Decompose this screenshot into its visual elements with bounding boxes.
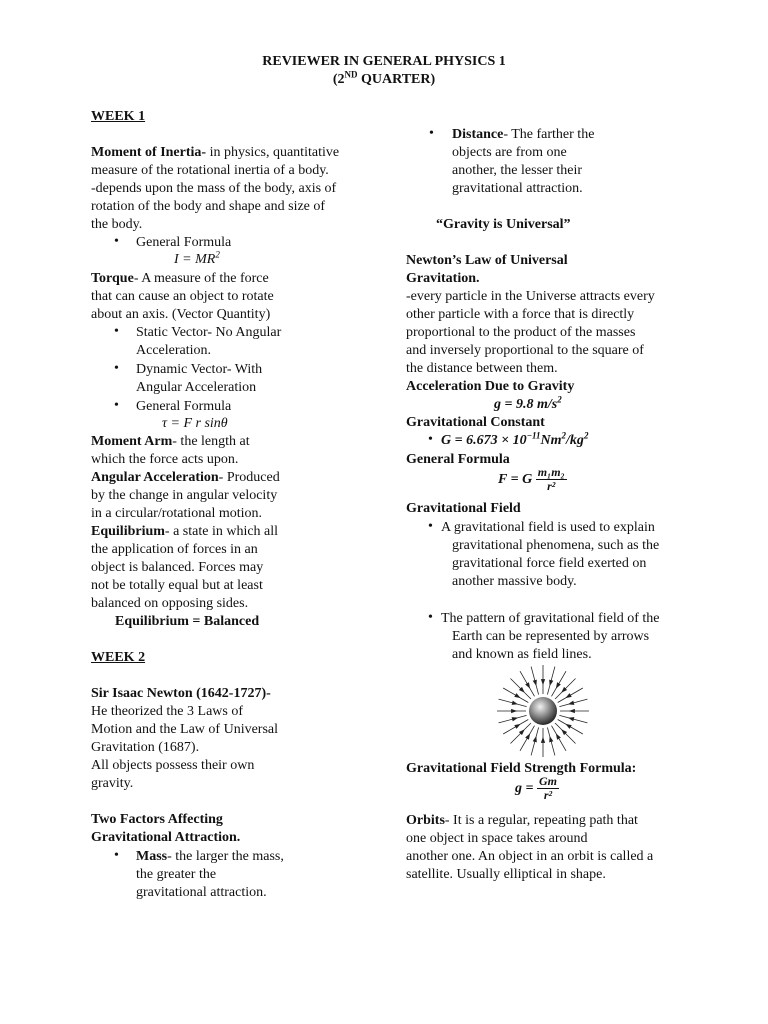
general-formula-label: General Formula — [136, 399, 232, 414]
text-line: proportional to the product of the masses — [406, 325, 636, 340]
text-line: Motion and the Law of Universal — [91, 722, 279, 737]
text-line: not be totally equal but at least — [91, 578, 263, 593]
field-arrow-icon — [533, 737, 536, 742]
text-line: another, the lesser their — [452, 163, 583, 178]
newton-formula: F = G $\frac{\text{m₁m₂}}{\text{r²}}$ — [498, 465, 565, 494]
equilibrium-line: Equilibrium- a state in which all — [91, 524, 279, 539]
field-arrow-icon — [557, 683, 561, 688]
text-line: gravitational attraction. — [136, 885, 267, 900]
text-line: He theorized the 3 Laws of — [91, 704, 243, 719]
text-line: All objects possess their own — [91, 758, 255, 773]
newton-heading: Sir Isaac Newton (1642-1727)- — [91, 686, 271, 701]
field-arrow-icon — [541, 738, 544, 743]
field-arrow-icon — [512, 701, 517, 704]
angular-acceleration-line: Angular Acceleration- Produced — [91, 470, 280, 485]
acceleration-formula: g = 9.8 $m/s^2$ — [494, 394, 562, 412]
field-arrow-icon — [557, 734, 561, 739]
bullet-icon: • — [114, 848, 119, 863]
text-line: Earth can be represented by arrows — [452, 629, 650, 644]
bullet-icon: • — [428, 610, 433, 625]
factors-heading: Two Factors Affecting — [91, 812, 223, 827]
bullet-icon: • — [114, 361, 119, 376]
bullet-icon: • — [114, 234, 119, 249]
text-line: -depends upon the mass of the body, axis of — [91, 181, 337, 196]
bullet-icon: • — [114, 324, 119, 339]
text-line: by the change in angular velocity — [91, 488, 278, 503]
text-line: object is balanced. Forces may — [91, 560, 264, 575]
text-line: -every particle in the Universe attracts every — [406, 289, 655, 304]
text-line: and inversely proportional to the square of — [406, 343, 644, 358]
text-line: satellite. Usually elliptical in shape. — [406, 867, 606, 882]
gravity-quote: “Gravity is Universal” — [436, 217, 571, 232]
text-line: gravity. — [91, 776, 134, 791]
earth-globe — [529, 697, 557, 725]
text-line: another massive body. — [452, 574, 577, 589]
orbits-line: Orbits- It is a regular, repeating path that — [406, 813, 638, 828]
text-line: one object in space takes around — [406, 831, 588, 846]
earth-field-lines-figure — [488, 663, 598, 759]
formula-numerator: Gm — [538, 774, 557, 789]
field-arrow-icon — [569, 718, 574, 721]
field-arrow-icon — [533, 680, 536, 685]
text-line: measure of the rotational inertia of a body. — [91, 163, 329, 178]
field-arrow-icon — [569, 701, 574, 704]
general-formula-heading: General Formula — [406, 452, 510, 467]
inertia-formula: $I = MR^2$ — [174, 249, 220, 267]
text-line: rotation of the body and shape and size of — [91, 199, 326, 214]
week-1-heading: WEEK 1 — [91, 109, 146, 124]
text-line: gravitational attraction. — [452, 181, 583, 196]
text-line: Gravitation (1687). — [91, 740, 200, 755]
bullet-icon: • — [428, 519, 433, 534]
document-subtitle: (2ND QUARTER) — [332, 69, 436, 87]
text-line: the greater the — [136, 867, 217, 882]
text-line: other particle with a force that is directly — [406, 307, 635, 322]
text-line: balanced on opposing sides. — [91, 596, 249, 611]
text-line: the distance between them. — [406, 361, 558, 376]
field-arrow-icon — [526, 734, 530, 739]
field-strength-formula: g = $\frac{Gm}{\text{r²}}$ — [515, 774, 557, 803]
bullet-icon: • — [429, 126, 434, 141]
field-arrow-icon — [550, 680, 553, 685]
text-line: Acceleration. — [136, 343, 212, 358]
law-heading: Gravitation. — [406, 271, 480, 286]
text-line: gravitational force field exerted on — [452, 556, 647, 571]
field-arrow-icon — [570, 709, 575, 712]
moment-of-inertia-line: Moment of Inertia- in physics, quantitative — [91, 145, 340, 160]
field-arrow-icon — [512, 709, 517, 712]
field-heading: Gravitational Field — [406, 501, 521, 516]
formula-denominator: r² — [547, 479, 556, 494]
text-line: another one. An object in an orbit is called a — [406, 849, 654, 864]
text-line: Angular Acceleration — [136, 380, 257, 395]
text-line: the application of forces in an — [91, 542, 258, 557]
dynamic-vector-line: Dynamic Vector- With — [136, 362, 263, 377]
text-line: about an axis. (Vector Quantity) — [91, 307, 271, 322]
field-arrow-icon — [515, 725, 520, 729]
constant-formula: $G = 6.673 \times 10^{-11}Nm^2/kg^2$ — [441, 430, 589, 448]
field-arrow-icon — [541, 680, 544, 685]
mass-line: Mass- the larger the mass, — [136, 849, 284, 864]
static-vector-line: Static Vector- No Angular — [136, 325, 282, 340]
constant-heading: Gravitational Constant — [406, 415, 545, 430]
text-line: which the force acts upon. — [91, 452, 239, 467]
formula-denominator: r² — [543, 788, 553, 803]
field-arrow-icon — [512, 718, 517, 721]
text-line: gravitational phenomena, such as the — [452, 538, 660, 553]
field-arrow-icon — [566, 694, 571, 698]
text-line: in a circular/rotational motion. — [91, 506, 263, 521]
text-line: A gravitational field is used to explain — [441, 520, 655, 535]
acceleration-heading: Acceleration Due to Gravity — [406, 379, 575, 394]
text-line: The pattern of gravitational field of the — [441, 611, 660, 626]
text-line: that can cause an object to rotate — [91, 289, 274, 304]
field-arrow-icon — [550, 737, 553, 742]
text-line: and known as field lines. — [452, 647, 592, 662]
week-2-heading: WEEK 2 — [91, 650, 146, 665]
bullet-icon: • — [114, 398, 119, 413]
torque-formula: τ = F r sinθ — [162, 416, 228, 431]
field-arrow-icon — [515, 694, 520, 698]
moment-arm-line: Moment Arm- the length at — [91, 434, 250, 449]
torque-line: Torque- A measure of the force — [91, 271, 269, 286]
factors-heading: Gravitational Attraction. — [91, 830, 241, 845]
field-arrow-icon — [526, 683, 530, 688]
equilibrium-balanced: Equilibrium = Balanced — [115, 614, 260, 629]
general-formula-label: General Formula — [136, 235, 232, 250]
law-heading: Newton’s Law of Universal — [406, 253, 568, 268]
document-title: REVIEWER IN GENERAL PHYSICS 1 — [262, 54, 506, 69]
bullet-icon: • — [428, 432, 433, 447]
distance-line: Distance- The farther the — [452, 127, 595, 142]
field-strength-heading: Gravitational Field Strength Formula: — [406, 761, 637, 776]
formula-numerator: m₁m₂ — [537, 465, 565, 480]
field-arrow-icon — [566, 725, 571, 729]
text-line: objects are from one — [452, 145, 567, 160]
text-line: the body. — [91, 217, 143, 232]
